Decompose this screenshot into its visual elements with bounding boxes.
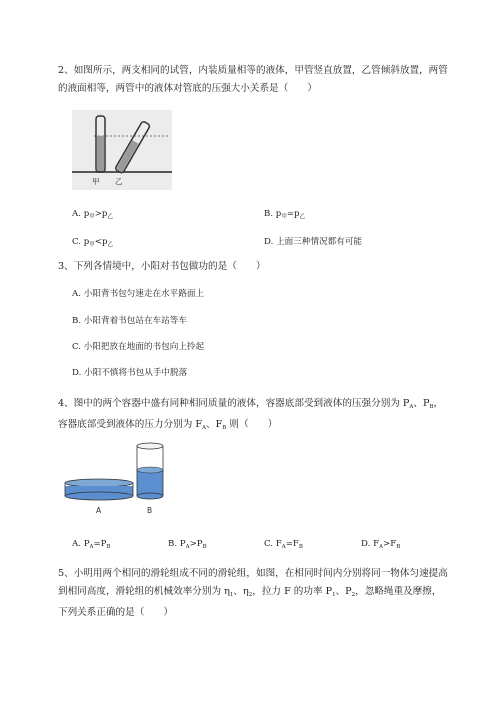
q4-option-d[interactable]: D. $F_A>F_B$	[361, 539, 401, 550]
label-jia: 甲	[92, 177, 100, 186]
q3-option-b[interactable]: B. 小阳背着书包站在车站等车	[72, 316, 187, 326]
label-container-a: A	[96, 506, 102, 515]
question-3-stem: 3、下列各情境中，小阳对书包做功的是（ ）	[58, 261, 266, 272]
q3-option-a[interactable]: A. 小阳背书包匀速走在水平路面上	[72, 289, 205, 299]
q2-option-d[interactable]: D. 上面三种情况都有可能	[264, 237, 363, 247]
question-2-stem: 2、如图所示，两支相同的试管，内装质量相等的液体，甲管竖直放置，乙管倾斜放置，两管的液面相等，两管中的液体对管底的压强大小关系是（ ）	[58, 65, 448, 94]
q4-option-b[interactable]: B. $P_A>P_B$	[168, 539, 207, 550]
test-tubes-figure	[72, 110, 172, 190]
containers-figure	[64, 440, 174, 516]
q3-option-d[interactable]: D. 小阳不慎将书包从手中脱落	[72, 368, 188, 378]
q3-option-c[interactable]: C. 小阳把放在地面的书包向上拎起	[72, 342, 205, 352]
q4-option-a[interactable]: A. $P_A=P_B$	[72, 539, 111, 550]
tube-jia-liquid	[97, 136, 104, 171]
question-4-stem: 4、图中的两个容器中盛有同种相同质量的液体，容器底部受到液体的压强分别为 $P_A$、$P_B$，容器底部受到液体的压力分别为 $F_A$、$F_B$ 则（ ）	[58, 398, 444, 431]
container-b-surface	[137, 467, 163, 473]
container-b-top	[137, 443, 163, 449]
container-b-bottom	[137, 493, 163, 499]
q2-option-a[interactable]: A. $p_甲>p_乙$	[72, 209, 113, 220]
q2-option-c[interactable]: C. $p_甲<p_乙$	[72, 237, 113, 248]
container-b-liquid	[137, 470, 163, 496]
label-yi: 乙	[115, 177, 123, 186]
container-a-top	[65, 479, 133, 487]
q2-option-b[interactable]: B. $p_甲=p_乙$	[264, 209, 306, 220]
label-container-b: B	[147, 506, 153, 515]
question-5-stem: 5、小明用两个相同的滑轮组成不同的滑轮组，如图，在相同时间内分别将同一物体匀速提高到相同高度，滑轮组的机械效率分别为 $\eta_1$、$\eta_2$，拉力 F 的功率 $P_1$、$P_2$，忽略绳重及摩擦，下列关系正确的是（ ）	[58, 568, 448, 618]
container-a-bottom	[65, 492, 133, 500]
q4-option-c[interactable]: C. $F_A=F_B$	[264, 539, 303, 550]
